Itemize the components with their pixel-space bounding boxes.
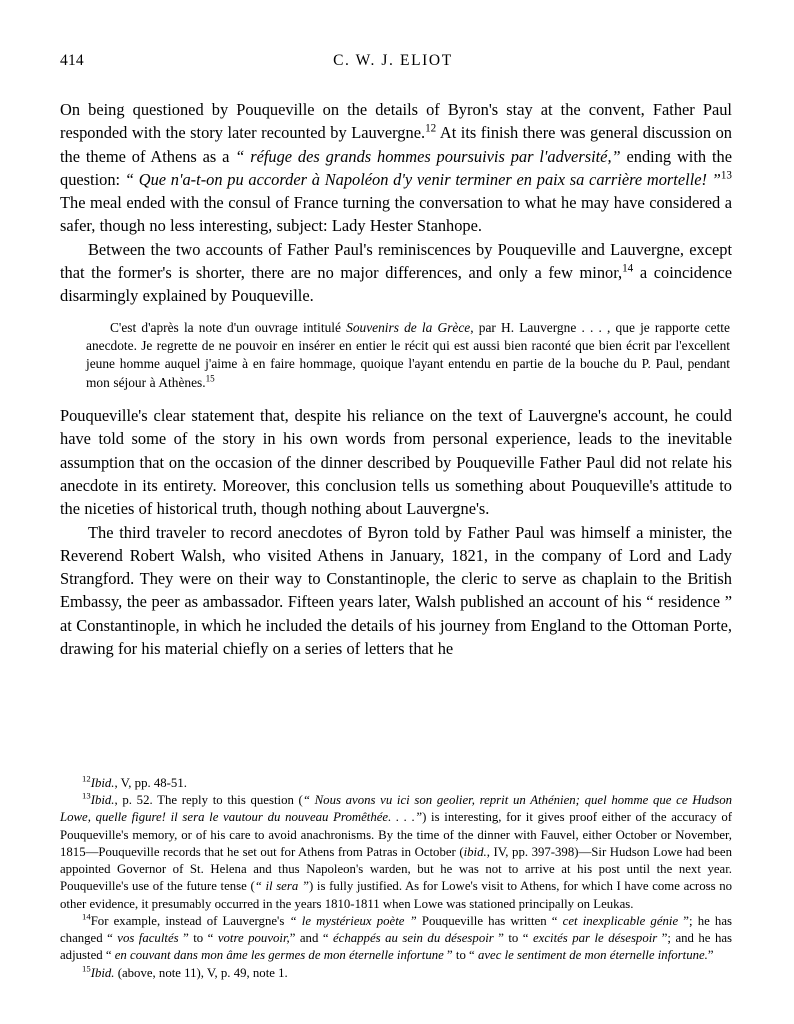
- para1-part-b: At its finish there was general discussion on the theme of Athens as a: [60, 123, 732, 166]
- footnote-12-italic: Ibid.: [90, 775, 115, 790]
- footnote-14-italic-6: excités par le désespoir: [532, 931, 658, 946]
- block-quote: [60, 319, 732, 392]
- footnote-ref-13: 13: [720, 169, 732, 182]
- para1-part-a: On being questioned by Pouqueville on the details of Byron's stay at the convent, Father Paul responded with the story later recounted by Lauvergne.: [60, 100, 732, 143]
- footnote-14: [60, 913, 732, 965]
- footnote-marker-13: 13: [82, 790, 91, 801]
- footnote-14-italic-2: cet inexplicable génie: [562, 913, 679, 928]
- footnote-13-italic-4: “ il sera ”: [254, 879, 309, 894]
- footnote-13-italic-1: Ibid.: [90, 793, 115, 808]
- footnote-14-italic-7: en couvant dans mon âme les germes de mon éternelle infortune: [114, 948, 444, 963]
- footnote-ref-12: 12: [425, 122, 437, 135]
- footnotes: [60, 775, 732, 982]
- quote-italic-title: Souvenirs de la Grèce: [346, 319, 471, 335]
- paragraph-2: [60, 238, 732, 308]
- page-title: C. W. J. ELIOT: [333, 52, 453, 69]
- footnote-15-text: (above, note 11), V, p. 49, note 1.: [114, 965, 288, 980]
- running-head: [60, 52, 732, 72]
- quote-paragraph: [86, 319, 730, 392]
- footnote-marker-12: 12: [82, 773, 91, 784]
- footnote-14-italic-3: vos facultés: [117, 931, 179, 946]
- footnote-13-text-b: ) is interesting, for it gives proof either of the accuracy of Pouqueville's memory, or of his care to avoid anachronisms. By the time of the dinner with Fauvel, either October or November, 1815—Pouqueville records that he set out for Athens from Patras in October (: [60, 810, 733, 859]
- footnote-ref-15: 15: [205, 373, 215, 384]
- footnote-ref-14: 14: [622, 262, 634, 275]
- quote-part-a: C'est d'après la note d'un ouvrage intitulé: [110, 319, 347, 335]
- footnote-14-text-e: ” and “: [289, 931, 333, 946]
- footnote-12: [60, 775, 732, 792]
- footnote-marker-14: 14: [82, 911, 91, 922]
- quote-part-b: , par H. Lauvergne . . . , que je rapporte cette anecdote. Je regrette de ne pouvoir en insérer en entier le récit qui est aussi bien raconté que bien écrit par l'excellent jeune homme auquel j'aime à en faire hommage, quoique l'ayant entendu en partie de la bouche du P. Paul, pendant mon séjour à Athènes.: [86, 319, 730, 390]
- para1-part-d: The meal ended with the consul of France turning the conversation to what he may have considered a safer, though no less interesting, subject: Lady Hester Stanhope.: [60, 193, 732, 236]
- para1-italic-1: “ réfuge des grands hommes poursuivis par l'adversité,”: [235, 146, 621, 166]
- footnote-15: [60, 965, 732, 982]
- footnote-14-text-f: ” to “: [493, 931, 533, 946]
- body-text: [60, 98, 732, 660]
- paragraph-3: Pouqueville's clear statement that, despite his reliance on the text of Lauvergne's account, he could have told some of the story in his own words from personal experience, leads to the inevitable assumption that on the occasion of the dinner described by Pouqueville Father Paul did not relate his anecdote in its entirety. Moreover, this conclusion tells us something about Pouqueville's attitude to the niceties of historical truth, though nothing about Lauvergne's.: [60, 406, 732, 519]
- paragraph-4: The third traveler to record anecdotes of Byron told by Father Paul was himself a minister, the Reverend Robert Walsh, who visited Athens in January, 1821, in the company of Lord and Lady Strangford. They were on their way to Constantinople, the cleric to serve as chaplain to the British Embassy, the peer as ambassador. Fifteen years later, Walsh published an account of his “ residence ” at Constantinople, in which he included the details of his journey from England to the Ottoman Porte, drawing for his material chiefly on a series of letters that he: [60, 522, 732, 659]
- footnote-14-text-g: ”; and he has adjusted “: [60, 931, 733, 963]
- footnote-13-text-d: ) is fully justified. As for Lowe's visit to Athens, for which I have come across no other evidence, it presumably occurred in the years 1810-1811 when Lowe was stationed principally on Leukas.: [60, 879, 732, 911]
- footnote-14-text-d: ” to “: [178, 931, 218, 946]
- para1-italic-2: “ Que n'a-t-on pu accorder à Napoléon d'y venir terminer en paix sa carrière mortelle! ”: [124, 169, 721, 189]
- footnote-14-text-h: ” to “: [443, 948, 478, 963]
- page-number: 414: [60, 52, 84, 69]
- footnote-14-text-c: ”; he has changed “: [60, 913, 732, 946]
- footnote-14-text-a: For example, instead of Lauvergne's: [90, 913, 290, 928]
- footnote-13-italic-2: “ Nous avons vu ici son geolier, reprit un Athénien; quel homme que ce Hudson Lowe, quelle figure! il sera le vautour du nouveau Promêthée. . . .”: [60, 793, 733, 825]
- footnote-15-italic: Ibid.: [90, 965, 115, 980]
- footnote-13-text-a: , p. 52. The reply to this question (: [114, 793, 303, 808]
- para1-part-c: ending with the question:: [60, 146, 732, 189]
- para2-part-a: Between the two accounts of Father Paul's reminiscences by Pouqueville and Lauvergne, except that the former's is shorter, there are no major differences, and only a few minor,: [60, 239, 732, 283]
- paragraph-1: [60, 98, 732, 238]
- footnote-14-italic-8: avec le sentiment de mon éternelle infortune.: [477, 948, 708, 963]
- footnote-12-text: , V, pp. 48-51.: [114, 775, 187, 790]
- footnote-14-italic-4: votre pouvoir,: [217, 931, 290, 946]
- footnote-13-italic-3: ibid.: [463, 844, 487, 859]
- footnote-marker-15: 15: [82, 963, 91, 974]
- footnote-14-italic-1: “ le mystérieux poète ”: [289, 913, 417, 928]
- footnote-14-text-b: Pouqueville has written “: [416, 913, 563, 928]
- para2-part-b: a coincidence disarmingly explained by Pouqueville.: [60, 263, 732, 306]
- footnote-14-italic-5: échappés au sein du désespoir: [332, 931, 494, 946]
- footnote-13-text-c: , IV, pp. 397-398)—Sir Hudson Lowe had been appointed Governor of St. Helena and thus Napoleon's warden, but he was not to arrive at his post until the next year. Pouqueville's use of the future tense (: [60, 844, 732, 894]
- footnote-13: [60, 792, 732, 913]
- footnote-14-text-i: ”: [707, 948, 714, 963]
